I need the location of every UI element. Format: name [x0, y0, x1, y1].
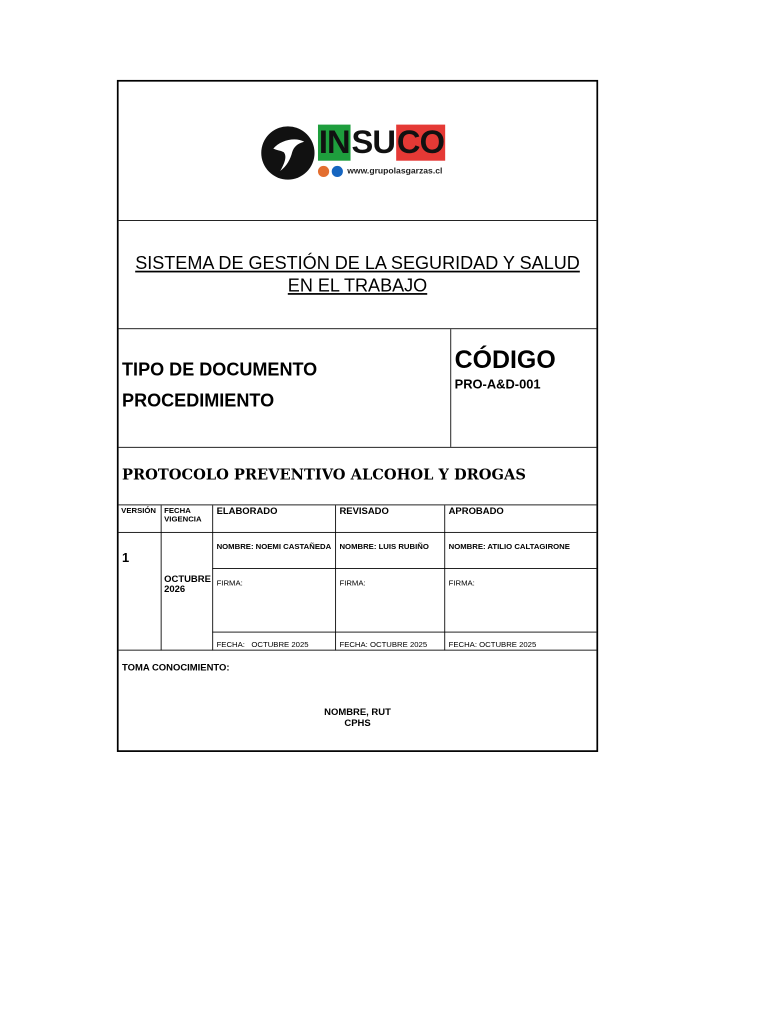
protocol-section	[119, 448, 597, 506]
reviewed-signature-label: FIRMA:	[339, 578, 366, 587]
version-value: 1	[122, 550, 130, 566]
acknowledgement-section	[119, 651, 597, 752]
approved-signature-label: FIRMA:	[448, 578, 475, 587]
brand-part-green: IN	[318, 124, 350, 161]
elaborated-header: ELABORADO	[216, 506, 278, 517]
document-cover	[117, 80, 598, 752]
table-divider	[161, 505, 162, 650]
table-divider	[212, 632, 596, 633]
table-divider	[119, 532, 597, 533]
approval-table	[119, 505, 597, 650]
document-type-section	[119, 329, 597, 448]
brand-name	[318, 125, 445, 161]
date-header: FECHA VIGENCIA	[164, 506, 202, 524]
facebook-icon	[332, 166, 343, 177]
logo-section	[119, 82, 597, 221]
elaborated-date: FECHA: OCTUBRE 2025	[216, 640, 309, 649]
acknowledgement-name	[119, 707, 597, 729]
approved-header: APROBADO	[448, 506, 504, 517]
table-divider	[335, 505, 336, 650]
document-type-label: TIPO DE DOCUMENTO	[122, 360, 318, 380]
approved-name: NOMBRE: ATILIO CALTAGIRONE	[448, 542, 570, 551]
reviewed-header: REVISADO	[339, 506, 389, 517]
bird-emblem-icon	[261, 126, 314, 179]
version-header: VERSIÓN	[121, 506, 156, 515]
document-type-value: PROCEDIMIENTO	[122, 391, 275, 411]
protocol-title: PROTOCOLO PREVENTIVO ALCOHOL Y DROGAS	[122, 466, 526, 484]
reviewed-date: FECHA: OCTUBRE 2025	[339, 640, 428, 649]
system-title: SISTEMA DE GESTIÓN DE LA SEGURIDAD Y SALUD EN EL TRABAJO	[135, 253, 580, 296]
social-links	[318, 166, 442, 177]
system-section	[119, 221, 597, 329]
code-label: CÓDIGO	[454, 346, 556, 374]
date-value: OCTUBRE 2026	[164, 574, 211, 595]
code-value: PRO-A&D-001	[454, 377, 541, 392]
insuco-logo	[261, 125, 467, 185]
reviewed-name: NOMBRE: LUIS RUBIÑO	[339, 542, 429, 551]
table-divider	[212, 505, 213, 650]
document-type-cell	[119, 329, 452, 447]
table-divider	[212, 568, 596, 569]
committee-line: CPHS	[344, 718, 371, 729]
brand-part-white: SU	[351, 124, 396, 161]
name-rut-line: NOMBRE, RUT	[324, 707, 391, 718]
elaborated-name: NOMBRE: NOEMI CASTAÑEDA	[216, 542, 332, 551]
brand-part-red: CO	[396, 124, 445, 161]
elaborated-signature-label: FIRMA:	[216, 578, 243, 587]
acknowledgement-label: TOMA CONOCIMIENTO:	[122, 662, 230, 673]
website-url: www.grupolasgarzas.cl	[347, 166, 443, 177]
instagram-icon	[318, 166, 329, 177]
table-divider	[444, 505, 445, 650]
approved-date: FECHA: OCTUBRE 2025	[448, 640, 537, 649]
